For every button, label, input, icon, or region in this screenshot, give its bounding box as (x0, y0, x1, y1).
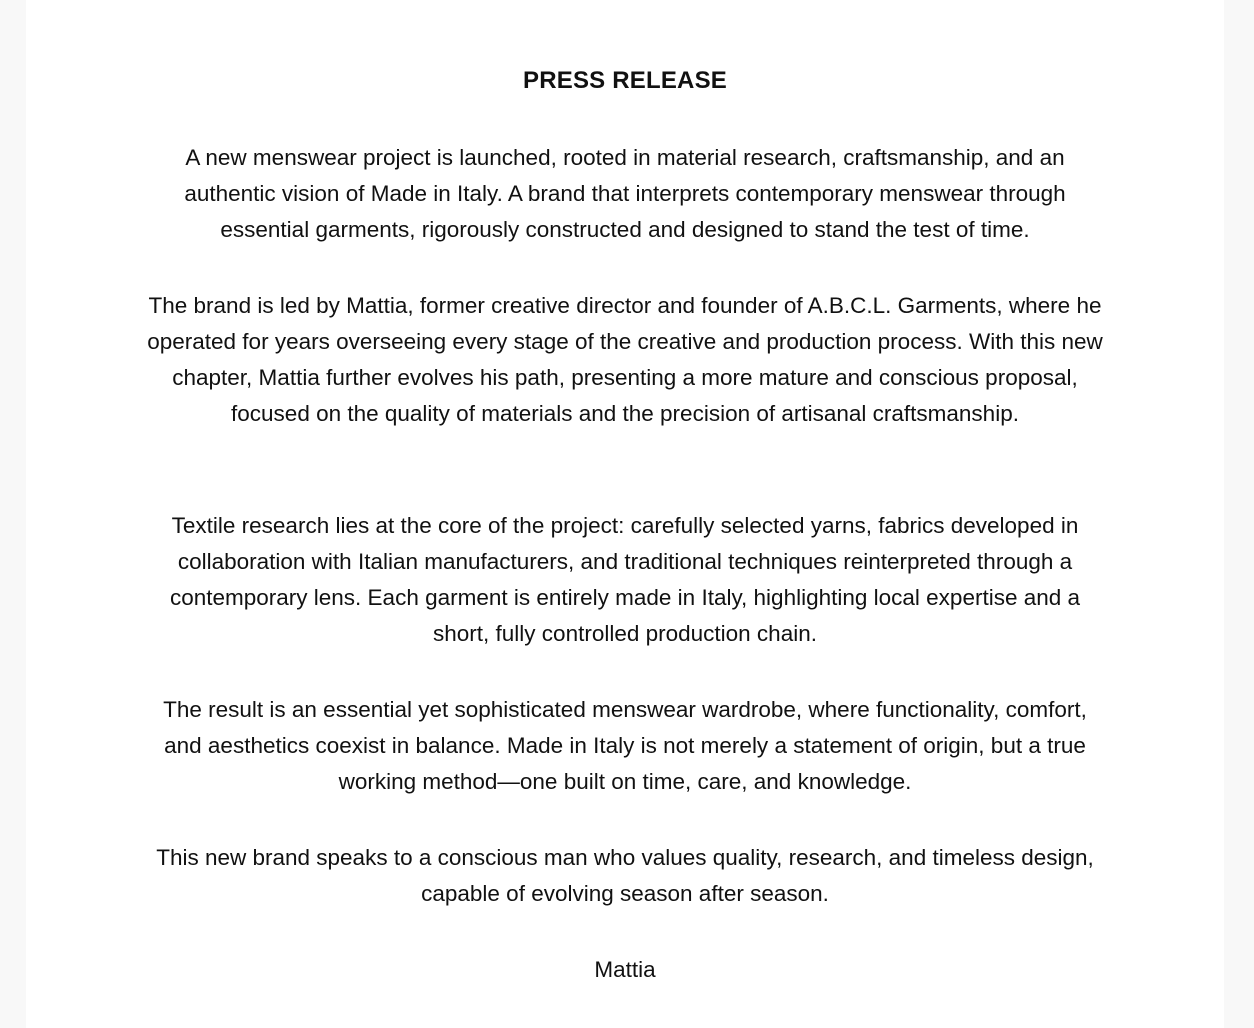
paragraph-textile-research: Textile research lies at the core of the project: carefully selected yarns, fabrics developed in collaboration with Italian manufacturers, and traditional techniques reinterpreted through a contemporary lens. Each garment is entirely made in Italy, highlighting local expertise and a short, fully controlled production chain. (169, 513, 1081, 646)
paragraph-audience: This new brand speaks to a conscious man who values quality, research, and timeless design, capable of evolving season after season. (156, 845, 1094, 906)
paragraph-intro: A new menswear project is launched, rooted in material research, craftsmanship, and an authentic vision of Made in Italy. A brand that interprets contemporary menswear through essential garments, rigorously constructed and designed to stand the test of time. (184, 145, 1066, 242)
signature: Mattia (594, 957, 656, 982)
document-page (26, 0, 1224, 1028)
paragraph-founder: The brand is led by Mattia, former creative director and founder of A.B.C.L. Garments, where he operated for years overseeing every stage of the creative and production process. With this new chapter, Mattia further evolves his path, presenting a more mature and conscious proposal, focused on the quality of materials and the precision of artisanal craftsmanship. (147, 293, 1103, 426)
paragraph-result: The result is an essential yet sophisticated menswear wardrobe, where functionality, comfort, and aesthetics coexist in balance. Made in Italy is not merely a statement of origin, but a true working method—one built on time, care, and knowledge. (163, 697, 1087, 794)
document-title: PRESS RELEASE (523, 67, 727, 94)
